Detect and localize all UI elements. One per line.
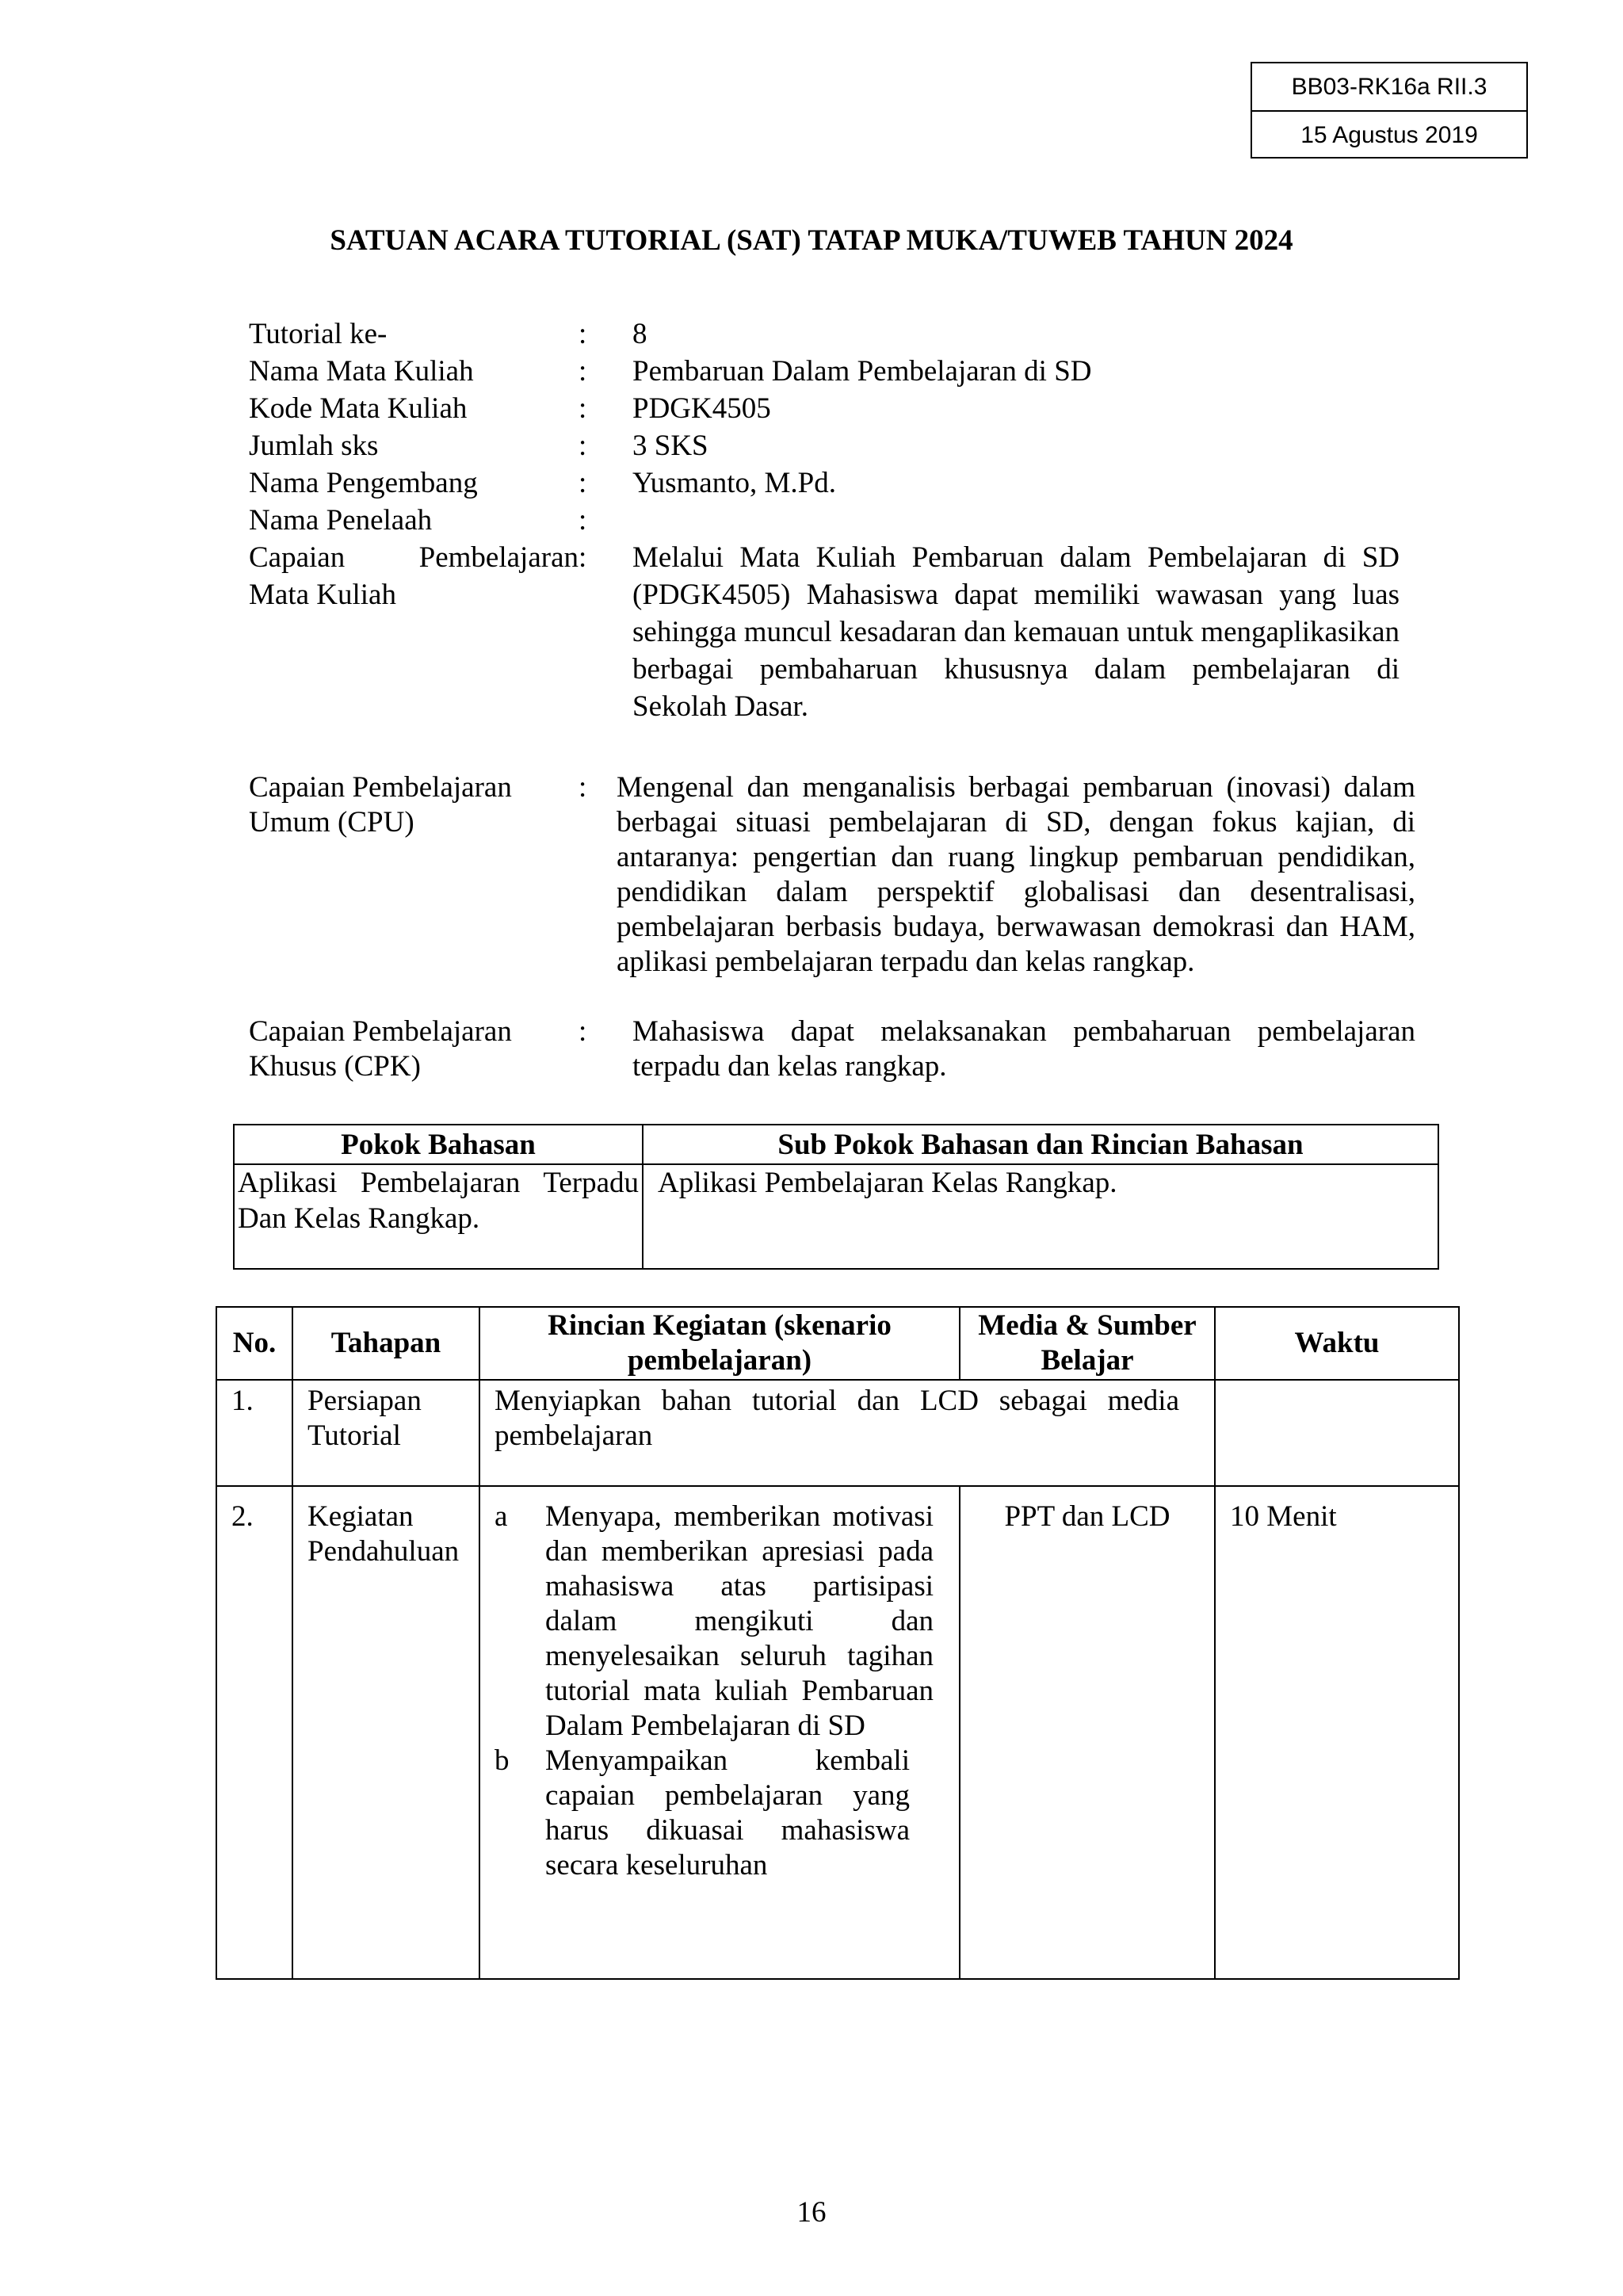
course-info (249, 315, 1438, 725)
info-label-line: Capaian Pembelajaran (249, 541, 579, 574)
info-value: 8 (632, 318, 647, 350)
subtopic-cell: Aplikasi Pembelajaran Kelas Rangkap. (643, 1164, 1438, 1269)
document-code: BB03-RK16a RII.3 (1291, 73, 1487, 100)
info-label-line: Mata Kuliah (249, 579, 396, 611)
info-label: Tutorial ke- (249, 318, 388, 350)
info-value (632, 502, 1400, 539)
page-number: 16 (796, 2196, 827, 2229)
info-row-developer (249, 464, 1438, 502)
table-row (216, 1380, 1459, 1486)
cpu-value: Mengenal dan menganalisis berbagai pembaruan (inovasi) dalam berbagai situasi pembelajaran di SD, dengan fokus kajian, di antaranya: pengertian dan ruang lingkup pembaruan pendidikan, pendidikan dalam perspektif globalisasi dan desentralisasi, pembelajaran berbasis budaya, berwawasan demokrasi dan HAM, aplikasi pembelajaran terpadu dan kelas rangkap. (617, 771, 1415, 978)
topic-cell: Aplikasi Pembelajaran Terpadu Dan Kelas Rangkap. (234, 1164, 643, 1269)
info-value: 3 SKS (632, 430, 708, 462)
document-date: 15 Agustus 2019 (1252, 110, 1526, 159)
header-pokok-bahasan: Pokok Bahasan (234, 1125, 643, 1164)
info-colon: : (579, 467, 587, 499)
header-no: No. (216, 1307, 292, 1380)
cpu-label-line: Umum (CPU) (249, 806, 414, 839)
info-row-cpmk (249, 539, 1438, 725)
activity-letter: b (495, 1744, 510, 1777)
activity-text: Menyampaikan kembali capaian pembelajaran yang harus dikuasai mahasiswa secara keseluruhan (545, 1744, 910, 1881)
info-colon: : (579, 541, 587, 574)
activity-letter: a (495, 1500, 508, 1533)
header-sub-pokok-bahasan: Sub Pokok Bahasan dan Rincian Bahasan (643, 1125, 1438, 1164)
info-row-course-name (249, 353, 1438, 390)
cpu-colon: : (579, 771, 587, 804)
info-label (249, 539, 579, 725)
header-time: Waktu (1215, 1307, 1459, 1380)
header-media: Media & Sumber Belajar (960, 1307, 1215, 1380)
cpu-label (249, 770, 579, 980)
header-details: Rincian Kegiatan (skenario pembelajaran) (479, 1307, 960, 1380)
cpu-section (249, 770, 1415, 980)
row-stage: Kegiatan Pendahuluan (292, 1486, 479, 1979)
topic-table-header (234, 1125, 1438, 1164)
info-colon: : (579, 392, 587, 425)
activity-table-header (216, 1307, 1459, 1380)
info-label: Nama Penelaah (249, 504, 433, 537)
info-value: Melalui Mata Kuliah Pembaruan dalam Pembelajaran di SD (PDGK4505) Mahasiswa dapat memiliki wawasan yang luas sehingga muncul kesadaran dan kemauan untuk mengaplikasikan berbagai pembaharuan khususnya dalam pembelajaran di Sekolah Dasar. (632, 541, 1400, 723)
header-stage: Tahapan (292, 1307, 479, 1380)
info-colon: : (579, 504, 587, 537)
row-details: Menyiapkan bahan tutorial dan LCD sebagai media pembelajaran (479, 1380, 1215, 1486)
info-label: Nama Pengembang (249, 467, 478, 499)
table-row (216, 1486, 1459, 1979)
activity-item (495, 1499, 945, 1744)
row-stage: Persiapan Tutorial (292, 1380, 479, 1486)
info-label: Kode Mata Kuliah (249, 392, 468, 425)
info-value: Pembaruan Dalam Pembelajaran di SD (632, 355, 1092, 388)
info-colon: : (579, 318, 587, 350)
info-label: Jumlah sks (249, 430, 379, 462)
row-time (1215, 1380, 1459, 1486)
activity-table (216, 1306, 1460, 1980)
cpk-value: Mahasiswa dapat melaksanakan pembaharuan pembelajaran terpadu dan kelas rangkap. (632, 1015, 1415, 1083)
row-no: 2. (216, 1486, 292, 1979)
document-title: SATUAN ACARA TUTORIAL (SAT) TATAP MUKA/TUWEB TAHUN 2024 (330, 224, 1293, 257)
table-row (234, 1164, 1438, 1269)
topic-table (233, 1124, 1439, 1270)
cpu-label-line: Capaian Pembelajaran (249, 771, 512, 804)
document-code-box (1251, 62, 1528, 159)
activity-text: Menyapa, memberikan motivasi dan memberikan apresiasi pada mahasiswa atas partisipasi dalam mengikuti dan menyelesaikan seluruh tagihan tutorial mata kuliah Pembaruan Dalam Pembelajaran di SD (545, 1500, 934, 1742)
row-no: 1. (216, 1380, 292, 1486)
info-colon: : (579, 355, 587, 388)
cpk-section (249, 1014, 1415, 1084)
row-time: 10 Menit (1215, 1486, 1459, 1979)
info-row-credits (249, 427, 1438, 464)
info-row-course-code (249, 390, 1438, 427)
row-details (479, 1486, 960, 1979)
info-label: Nama Mata Kuliah (249, 355, 474, 388)
info-row-tutorial (249, 315, 1438, 353)
info-value: Yusmanto, M.Pd. (632, 467, 836, 499)
cpk-label-line: Khusus (CPK) (249, 1050, 421, 1083)
cpk-label (249, 1014, 579, 1084)
cpk-label-line: Capaian Pembelajaran (249, 1015, 512, 1048)
cpk-colon: : (579, 1015, 587, 1048)
activity-item (495, 1744, 945, 1883)
info-colon: : (579, 430, 587, 462)
row-media: PPT dan LCD (960, 1486, 1215, 1979)
info-value: PDGK4505 (632, 392, 771, 425)
info-row-reviewer (249, 502, 1438, 539)
